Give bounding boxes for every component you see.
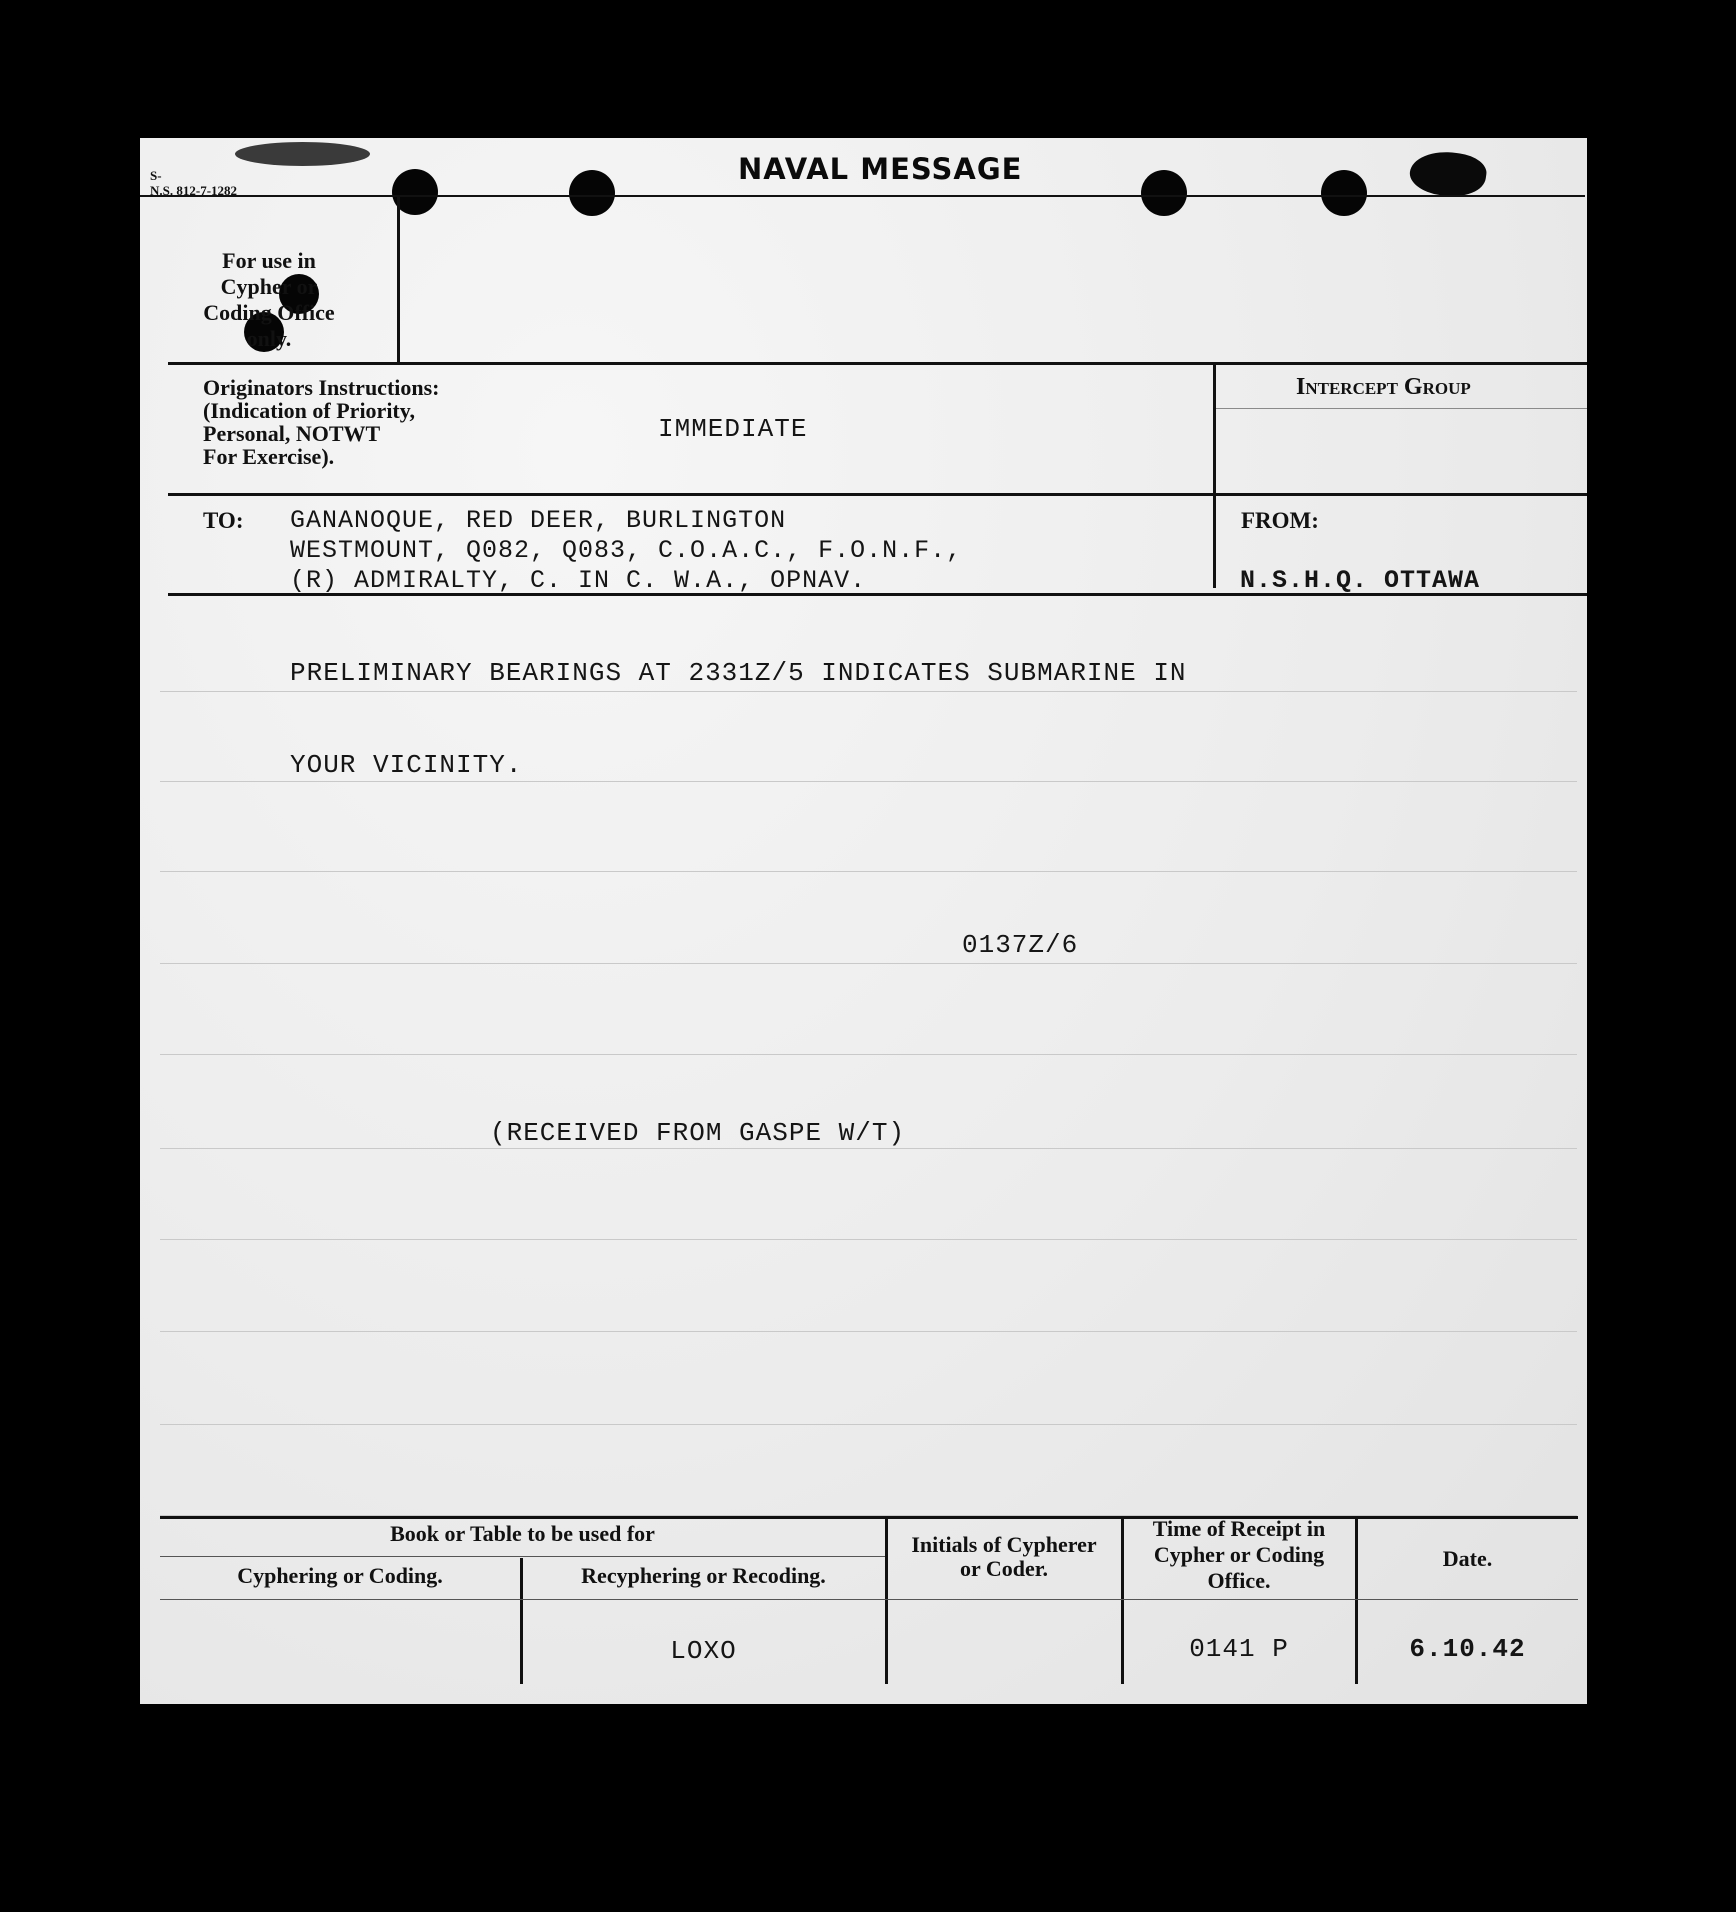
time-value: 0141 P [1189, 1634, 1289, 1664]
from-label: FROM: [1241, 508, 1319, 533]
initials-label [887, 1533, 1121, 1581]
cyphering-label: Cyphering or Coding. [237, 1563, 443, 1588]
form-title: NAVAL MESSAGE [738, 152, 1023, 186]
ruled-line [160, 1148, 1577, 1149]
date-label: Date. [1442, 1546, 1493, 1571]
originator-label-line: Personal, NOTWT [203, 421, 381, 446]
to-label: TO: [203, 508, 244, 533]
date-value: 6.10.42 [1409, 1634, 1526, 1664]
to-line: GANANOQUE, RED DEER, BURLINGTON [290, 506, 787, 535]
intercept-divider [1213, 363, 1216, 588]
received-note: (RECEIVED FROM GASPE W/T) [490, 1118, 906, 1148]
time-of-origin: 0137Z/6 [962, 930, 1079, 960]
time-label-line: Time of Receipt in [1152, 1516, 1326, 1541]
ruled-line [160, 963, 1577, 964]
office-note-line: Coding Office [203, 300, 335, 325]
ink-smudge [235, 142, 370, 166]
time-label-line: Cypher or Coding [1153, 1542, 1325, 1567]
initials-label-line: Initials of Cypherer [911, 1532, 1097, 1557]
address-top-rule [168, 493, 1587, 496]
time-label-line: Office. [1207, 1568, 1271, 1593]
originator-label-line: For Exercise). [203, 444, 335, 469]
to-addressees [290, 506, 962, 596]
punch-hole [569, 170, 615, 216]
punch-hole [1321, 170, 1367, 216]
ruled-line [160, 1424, 1577, 1425]
ink-blot [1407, 147, 1488, 201]
office-note [174, 248, 364, 352]
originator-top-rule [168, 362, 1587, 365]
to-line: (R) ADMIRALTY, C. IN C. W.A., OPNAV. [290, 566, 867, 595]
office-divider [397, 196, 400, 362]
punch-hole [1141, 170, 1187, 216]
form-code-line1: S- [150, 168, 162, 183]
ruled-line [160, 691, 1577, 692]
originator-label-line: Originators Instructions: [203, 375, 440, 400]
ruled-line [160, 1239, 1577, 1240]
ruled-line [160, 871, 1577, 872]
ruled-line [160, 1331, 1577, 1332]
office-note-line: only. [246, 326, 292, 351]
ruled-line [160, 781, 1577, 782]
originator-label-line: (Indication of Priority, [203, 398, 416, 423]
footer-top-rule [160, 1516, 1578, 1519]
intercept-group-label: Intercept Group [1296, 374, 1471, 400]
body-top-rule [168, 593, 1587, 596]
message-line-1: PRELIMINARY BEARINGS AT 2331Z/5 INDICATES SUBMARINE IN [290, 658, 1187, 688]
footer-value-rule [160, 1599, 1578, 1600]
ruled-line [160, 1054, 1577, 1055]
originator-label [203, 376, 440, 468]
recyphering-value: LOXO [670, 1636, 737, 1666]
office-note-line: Cypher or [220, 274, 318, 299]
header-rule [140, 195, 1585, 197]
recyphering-label: Recyphering or Recoding. [581, 1563, 826, 1588]
form-code-line2: N.S. 812-7-1282 [150, 183, 238, 198]
office-note-line: For use in [222, 248, 316, 273]
from-value: N.S.H.Q. OTTAWA [1240, 566, 1481, 595]
time-label [1123, 1516, 1355, 1594]
initials-label-line: or Coder. [960, 1556, 1048, 1581]
message-form [140, 138, 1587, 1704]
book-table-header: Book or Table to be used for [390, 1521, 655, 1546]
intercept-rule [1216, 408, 1587, 409]
priority-value: IMMEDIATE [658, 414, 808, 444]
footer-subheader-rule [160, 1556, 885, 1557]
message-line-2: YOUR VICINITY. [290, 750, 523, 780]
to-line: WESTMOUNT, Q082, Q083, C.O.A.C., F.O.N.F., [290, 536, 963, 565]
form-code [150, 168, 237, 198]
